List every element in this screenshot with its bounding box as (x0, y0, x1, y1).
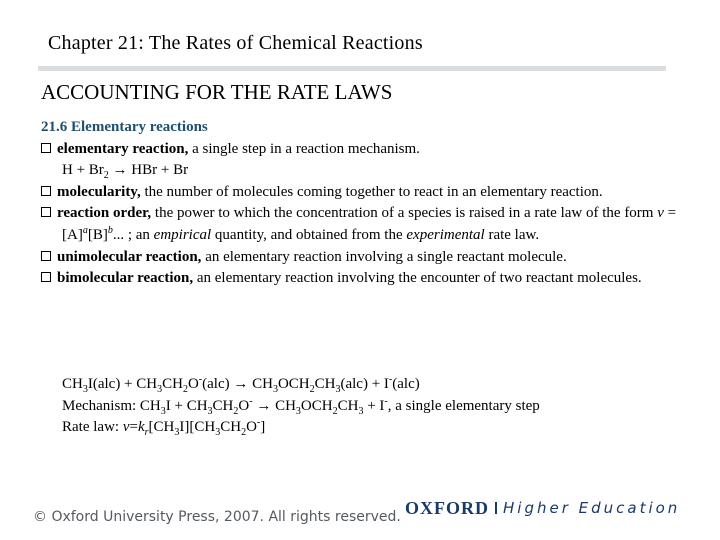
checkbox-bullet-icon (41, 207, 51, 217)
overall-reaction: $CH_3I(alc) + CH_3CH_2O^-(alc) \to CH_3OCH_2CH_3(alc) + I^-(alc)$ (62, 374, 420, 395)
checkbox-bullet-icon (41, 143, 51, 153)
publisher-logo: OXFORD (405, 498, 489, 518)
definition-text: a single step in a reaction mechanism. (188, 140, 420, 157)
term: reaction order, (57, 205, 152, 222)
definition-reaction-order: reaction order, the power to which the concentration of a species is raised in a rate law of the form $v = [A]^a[B]^b$... ; an empirical quantity, and obtained from the experimental rate law. (41, 203, 691, 246)
division-label: Higher Education (503, 499, 681, 517)
term: unimolecular reaction, (57, 248, 202, 265)
mechanism-step: Mechanism: $CH_3I + CH_3CH_2O^- \to CH_3OCH_2CH_3 + I^-$, a single elementary step (62, 395, 540, 417)
section-heading: ACCOUNTING FOR THE RATE LAWS (41, 80, 393, 104)
copyright-notice: © Oxford University Press, 2007. All rights reserved. (33, 509, 401, 525)
definition-molecularity (41, 182, 691, 204)
subheading: 21.6 Elementary reactions (41, 119, 208, 135)
rate-law-form: v (657, 205, 664, 222)
checkbox-bullet-icon (41, 272, 51, 282)
content-body (41, 117, 691, 290)
rate-law: Rate law: $v=k_r[CH_3I][CH_3CH_2O^-]$ (62, 417, 266, 439)
logo-divider (495, 502, 497, 514)
title-divider (38, 66, 666, 71)
term: elementary reaction, (57, 140, 189, 157)
definition-text: an elementary reaction involving a single reactant molecule. (201, 248, 567, 265)
definition-text: an elementary reaction involving the encounter of two reactant molecules. (193, 270, 642, 287)
right-arrow-icon: → (233, 376, 249, 392)
checkbox-bullet-icon (41, 251, 51, 261)
slide-title: Chapter 21: The Rates of Chemical Reactions (48, 32, 423, 54)
term: bimolecular reaction, (57, 270, 194, 287)
right-arrow-icon: → (112, 162, 128, 179)
definition-text: the number of molecules coming together to react in an elementary reaction. (140, 183, 603, 200)
mechanism-example (62, 374, 540, 439)
definition-elementary-reaction (41, 139, 691, 161)
right-arrow-icon: → (256, 397, 272, 414)
term: molecularity, (57, 183, 141, 200)
example-equation: $H + Br_2$ → HBr + Br (62, 162, 189, 182)
checkbox-bullet-icon (41, 186, 51, 196)
definition-unimolecular (41, 247, 691, 269)
definition-bimolecular (41, 268, 691, 290)
